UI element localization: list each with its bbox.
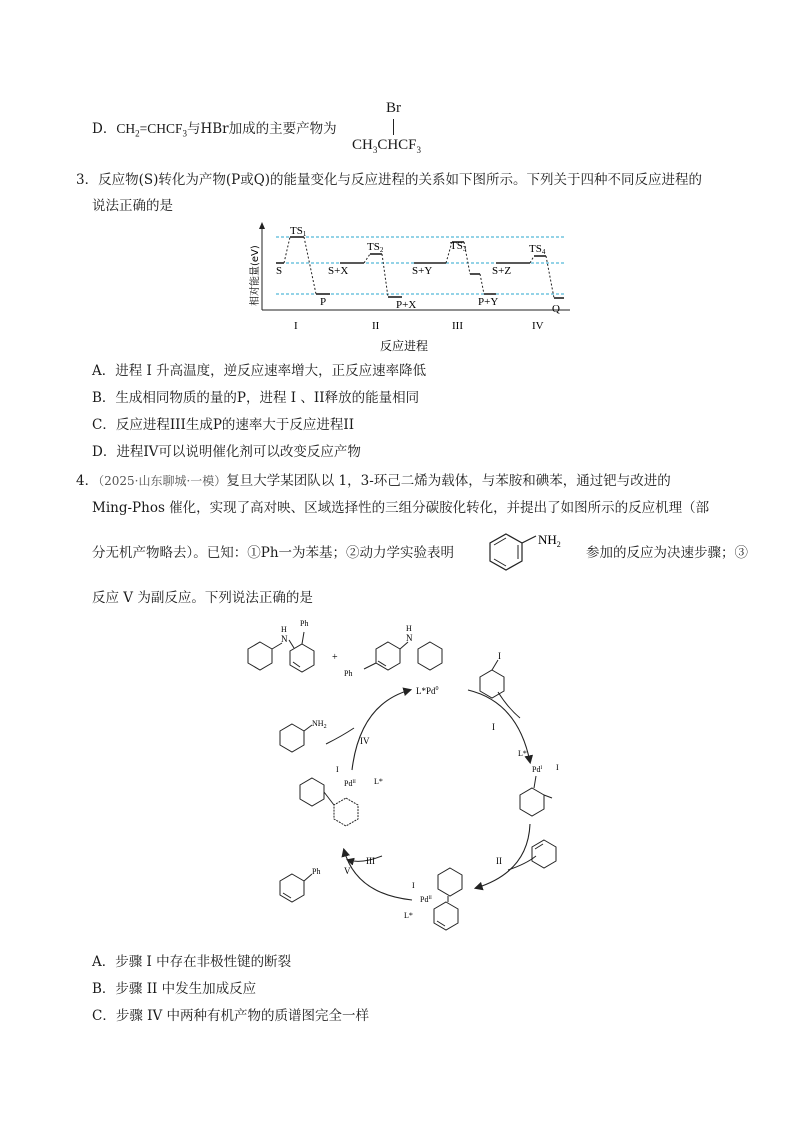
process-label-4: IV <box>532 320 544 332</box>
svg-text:N: N <box>406 633 413 643</box>
svg-text:Ph: Ph <box>312 867 321 876</box>
process-4-curve <box>496 256 564 298</box>
product-2-structure <box>344 624 442 678</box>
iodobenzene-structure <box>480 651 504 698</box>
start-label-3: S+Y <box>412 265 433 277</box>
cyclohexadiene-reactant <box>532 840 556 868</box>
step-iii-label: III <box>366 856 375 866</box>
q4-stem-line2: Ming-Phos 催化，实现了高对映、区域选择性的三组分碳胺化转化，并提出了如图所示的反应机理（部 <box>92 500 710 516</box>
q4-option-b: B．步骤 II 中发生加成反应 <box>92 981 257 997</box>
svg-text:NH2: $NH_2$ <box>538 532 561 549</box>
y-axis-title: 相对能量(eV) <box>250 245 261 306</box>
q4-stem-line1: 4．（2025·山东聊城·一模）复旦大学某团队以 1，3-环己二烯为载体，与苯胺和碘苯，通过钯与改进的 <box>76 473 671 489</box>
process-label-3: III <box>452 320 463 332</box>
side-product-structure <box>280 867 320 902</box>
q4-stem-line4: 反应 V 为副反应。下列说法正确的是 <box>92 590 313 606</box>
bromine-label: Br <box>386 100 401 116</box>
process-2-curve <box>340 254 402 297</box>
aryl-pd-intermediate <box>518 749 559 816</box>
svg-text:L*: L* <box>518 749 527 758</box>
q3-option-c: C．反应进程III生成P的速率大于反应进程II <box>92 417 355 433</box>
svg-text:Ph: Ph <box>300 619 309 628</box>
ts1-label: TS1 <box>290 225 307 238</box>
q4-option-a: A．步骤 I 中存在非极性键的断裂 <box>92 954 292 970</box>
svg-text:PdII: $Pd^{II}$ <box>344 779 356 788</box>
svg-text:L*: L* <box>374 777 383 786</box>
ts3-label: TS3 <box>450 240 467 253</box>
option-label: D． <box>92 121 117 137</box>
start-label-2: S+X <box>328 265 349 277</box>
svg-text:PdII: $Pd^{II}$ <box>420 895 432 904</box>
pd-ii-intermediate <box>300 765 383 826</box>
bond-line <box>393 119 394 135</box>
end-label-4: Q <box>552 303 560 315</box>
option-text: 与HBr加成的主要产物为 <box>186 121 337 137</box>
energy-diagram <box>248 222 578 354</box>
svg-text:H: H <box>406 624 412 633</box>
end-label-3: P+Y <box>478 296 499 308</box>
q2-option-d <box>92 120 337 138</box>
svg-text:I: I <box>412 881 415 890</box>
svg-text:NH2: $NH_2$ <box>312 719 327 730</box>
svg-text:H: H <box>281 625 287 634</box>
ts4-label: TS4 <box>529 243 546 256</box>
step-i-label: I <box>492 722 495 732</box>
svg-text:PdI: $Pd^I$ <box>532 765 543 774</box>
process-label-1: I <box>294 320 298 332</box>
svg-text:L*: L* <box>404 911 413 920</box>
start-label-4: S+Z <box>492 265 512 277</box>
process-label-2: II <box>372 320 380 332</box>
start-label-1: S <box>276 265 283 277</box>
plus-sign: + <box>332 652 338 663</box>
q3-option-b: B．生成相同物质的量的P，进程 I 、II释放的能量相同 <box>92 390 420 406</box>
product-formula: $CH_3CHCF_3$ <box>352 137 422 155</box>
catalyst-label: L*Pd$^0$ <box>416 686 439 696</box>
aniline-reactant <box>280 719 327 752</box>
step-ii-label: II <box>496 856 502 866</box>
reaction-mechanism <box>236 612 576 944</box>
product-1-structure <box>248 619 314 672</box>
process-1-curve <box>276 237 330 294</box>
svg-text:N: N <box>281 634 288 644</box>
q4-option-c: C．步骤 IV 中两种有机产物的质谱图完全一样 <box>92 1008 369 1024</box>
end-label-1: P <box>320 296 327 308</box>
step-v-label: V <box>344 866 351 876</box>
svg-text:I: I <box>556 763 559 772</box>
svg-text:I: I <box>336 765 339 774</box>
product-structure <box>352 100 462 160</box>
q4-stem-line3a: 分无机产物略去）。已知：①Ph一为苯基；②动力学实验表明 <box>92 545 455 561</box>
ts2-label: TS2 <box>367 241 384 254</box>
q3-option-d: D．进程IV可以说明催化剂可以改变反应产物 <box>92 444 361 460</box>
svg-text:Ph: Ph <box>344 669 353 678</box>
end-label-2: P+X <box>396 299 417 311</box>
q3-stem-line2: 说法正确的是 <box>92 198 173 214</box>
allyl-pd-intermediate <box>404 868 462 930</box>
reactant-formula: $CH_2=CHCF_3$ <box>116 121 187 139</box>
q4-stem-line3b: 参加的反应为决速步骤；③ <box>586 545 748 561</box>
svg-text:I: I <box>498 651 501 661</box>
x-axis-title: 反应进程 <box>380 339 429 353</box>
step-iv-label: IV <box>360 736 370 746</box>
q3-stem-line1: 3．反应物(S)转化为产物(P或Q)的能量变化与反应进程的关系如下图所示。下列关于四种不同反应进程的 <box>76 172 703 188</box>
q3-option-a: A．进程 I 升高温度，逆反应速率增大，正反应速率降低 <box>92 363 427 379</box>
aniline-structure <box>488 530 578 574</box>
